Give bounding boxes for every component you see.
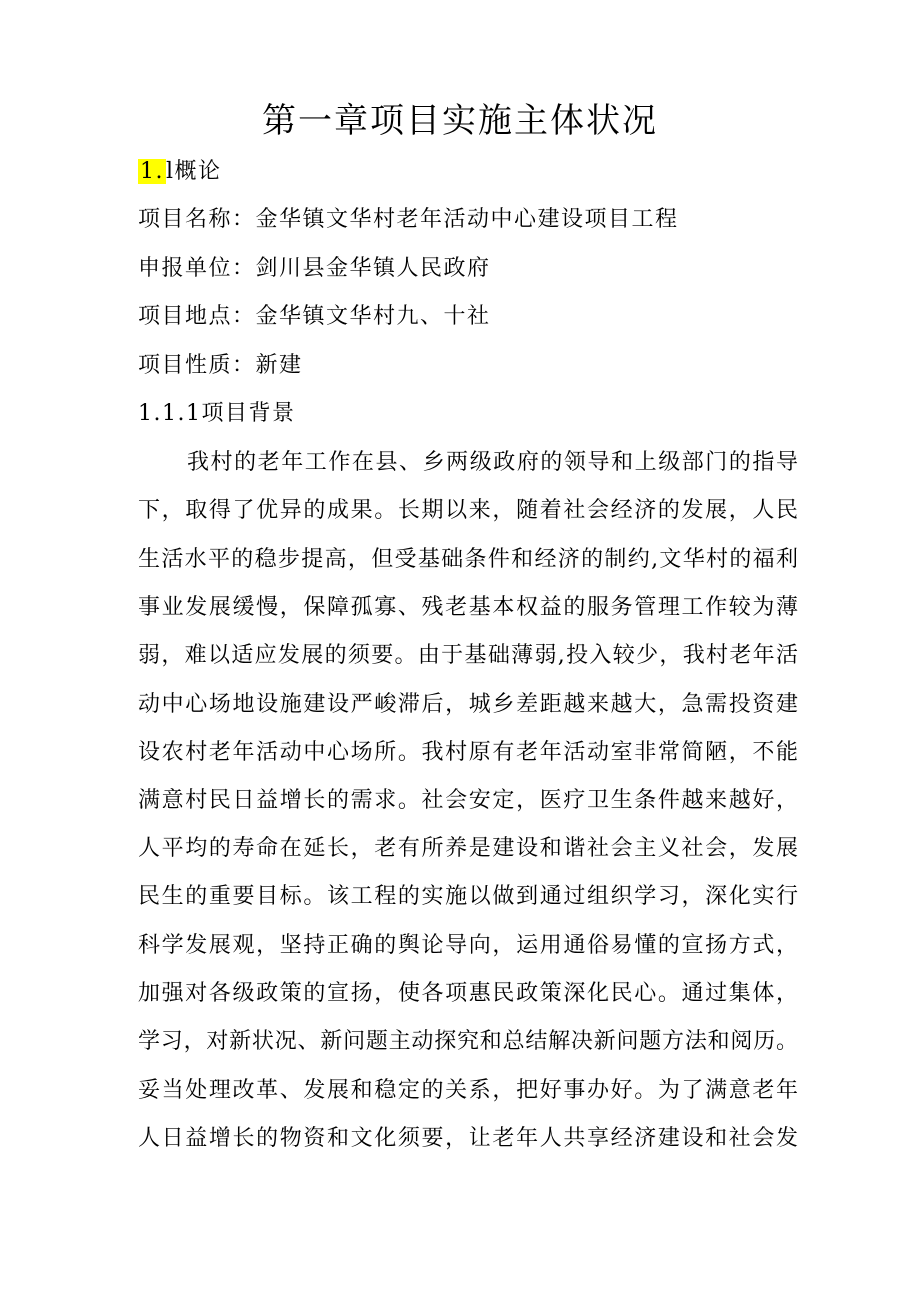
paragraph-line: 下，取得了优异的成果。长期以来，随着社会经济的发展，人民 [138,498,798,523]
field-label: 申报单位： [138,256,256,281]
section-number-highlight: 1. [140,159,164,184]
field-label: 项目地点： [138,304,256,329]
field-value: 新建 [255,353,303,378]
field-applicant [138,254,491,284]
field-project-name [138,205,679,235]
paragraph-line: 设农村老年活动中心场所。我村原有老年活动室非常简陋，不能 [138,740,798,765]
paragraph-line: 加强对各级政策的宣扬，使各项惠民政策深化民心。通过集体， [138,981,798,1006]
paragraph-line: 事业发展缓慢，保障孤寡、残老基本权益的服务管理工作较为薄 [138,595,798,620]
paragraph-line: 妥当处理改革、发展和稳定的关系，把好事办好。为了满意老年 [138,1078,798,1103]
paragraph-line: 动中心场地设施建设严峻滞后，城乡差距越来越大，急需投资建 [138,692,798,717]
paragraph-line: 人日益增长的物资和文化须要，让老年人共享经济建设和社会发 [138,1126,798,1151]
paragraph-line: 人平均的寿命在延长，老有所养是建设和谐社会主义社会，发展 [138,836,798,861]
section-label: l概论 [166,159,222,184]
paragraph-line: 我村的老年工作在县、乡两级政府的领导和上级部门的指导 [187,450,798,475]
field-label: 项目性质： [138,353,256,378]
paragraph-line: 弱，难以适应发展的须要。由于基础薄弱,投入较少，我村老年活 [138,643,798,668]
field-value: 剑川县金华镇人民政府 [255,256,491,281]
field-value: 金华镇文华村九、十社 [255,304,491,329]
field-label: 项目名称： [138,207,256,232]
paragraph-line: 科学发展观，坚持正确的舆论导向，运用通俗易懂的宣扬方式， [138,933,798,958]
paragraph-line: 民生的重要目标。该工程的实施以做到通过组织学习，深化实行 [138,884,798,909]
subsection-heading: 1.1.1项目背景 [138,401,296,426]
paragraph-line: 满意村民日益增长的需求。社会安定，医疗卫生条件越来越好， [138,788,798,813]
field-nature [138,351,303,381]
section-heading [138,157,222,187]
paragraph-line: 学习，对新状况、新问题主动探究和总结解决新问题方法和阅历。 [138,1029,798,1054]
field-location [138,302,491,332]
field-value: 金华镇文华村老年活动中心建设项目工程 [255,207,679,232]
chapter-title: 第一章项目实施主体状况 [262,101,658,141]
paragraph-line: 生活水平的稳步提高，但受基础条件和经济的制约,文华村的福利 [138,547,798,572]
